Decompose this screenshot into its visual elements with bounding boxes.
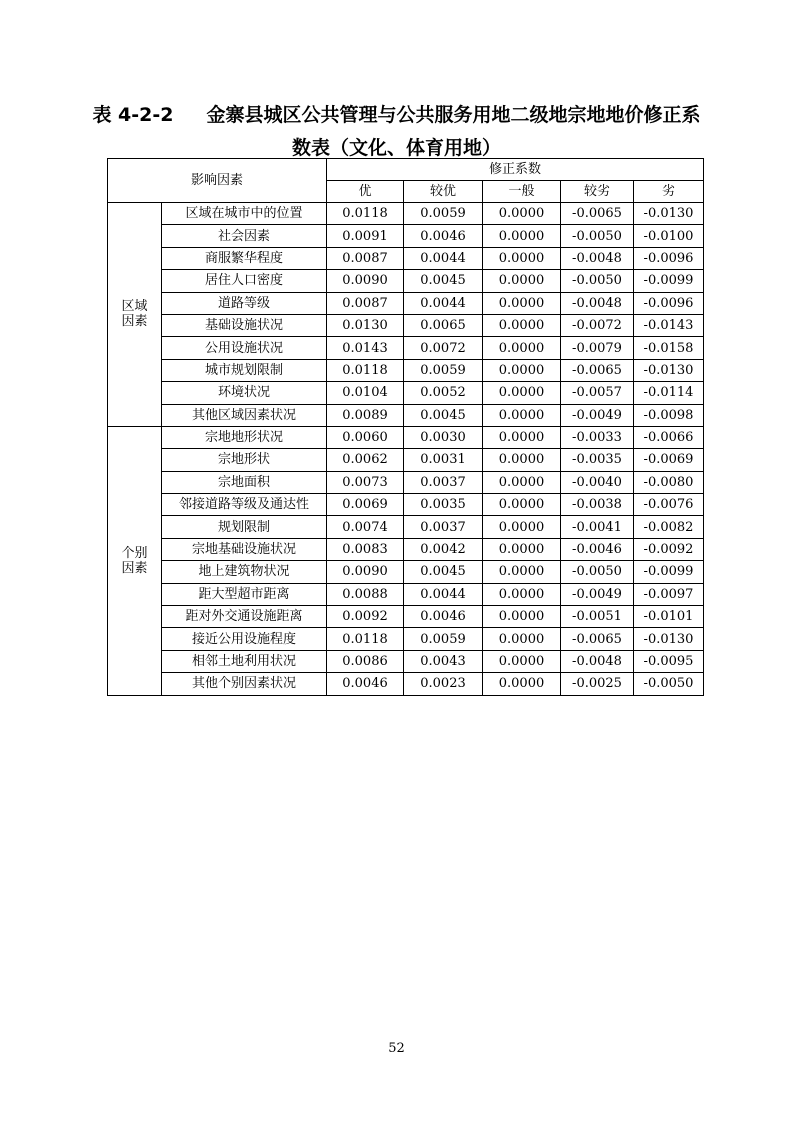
factor-group-label: 个别 因素 xyxy=(108,426,162,695)
factor-name: 规划限制 xyxy=(162,516,327,538)
coefficient-cell: 0.0088 xyxy=(327,583,404,605)
factor-name: 社会因素 xyxy=(162,225,327,247)
factor-name: 相邻土地利用状况 xyxy=(162,650,327,672)
coefficient-cell: -0.0101 xyxy=(634,606,704,628)
table-row xyxy=(108,292,704,314)
coefficient-cell: -0.0025 xyxy=(561,673,634,695)
coefficient-cell: 0.0086 xyxy=(327,650,404,672)
coefficient-cell: 0.0059 xyxy=(404,203,483,225)
level-header: 一般 xyxy=(483,181,561,203)
factor-name: 居住人口密度 xyxy=(162,270,327,292)
factor-header: 影响因素 xyxy=(108,159,327,203)
coefficient-cell: 0.0044 xyxy=(404,247,483,269)
coefficient-cell: -0.0048 xyxy=(561,292,634,314)
coefficient-cell: 0.0000 xyxy=(483,471,561,493)
table-row xyxy=(108,561,704,583)
coefficient-cell: -0.0041 xyxy=(561,516,634,538)
coefficient-cell: 0.0130 xyxy=(327,314,404,336)
coefficient-cell: 0.0030 xyxy=(404,426,483,448)
coefficient-cell: -0.0065 xyxy=(561,203,634,225)
coefficient-cell: 0.0000 xyxy=(483,203,561,225)
factor-group-label: 区域 因素 xyxy=(108,203,162,427)
factor-name: 商服繁华程度 xyxy=(162,247,327,269)
coefficient-cell: 0.0046 xyxy=(404,606,483,628)
coefficient-cell: -0.0096 xyxy=(634,247,704,269)
coefficient-cell: 0.0042 xyxy=(404,538,483,560)
coefficient-cell: -0.0049 xyxy=(561,583,634,605)
table-row xyxy=(108,225,704,247)
coefficient-cell: 0.0118 xyxy=(327,628,404,650)
coefficient-cell: 0.0046 xyxy=(327,673,404,695)
level-header: 较优 xyxy=(404,181,483,203)
level-header: 优 xyxy=(327,181,404,203)
coefficient-cell: 0.0052 xyxy=(404,382,483,404)
coefficient-cell: 0.0000 xyxy=(483,628,561,650)
coefficient-cell: 0.0037 xyxy=(404,516,483,538)
coefficient-cell: 0.0000 xyxy=(483,650,561,672)
correction-coefficient-table xyxy=(107,158,704,696)
coefficient-cell: 0.0087 xyxy=(327,292,404,314)
coefficient-cell: -0.0072 xyxy=(561,314,634,336)
coefficient-cell: 0.0044 xyxy=(404,292,483,314)
coefficient-cell: -0.0035 xyxy=(561,449,634,471)
coefficient-cell: 0.0090 xyxy=(327,561,404,583)
coefficient-cell: -0.0057 xyxy=(561,382,634,404)
coefficient-cell: 0.0035 xyxy=(404,494,483,516)
coefficient-cell: 0.0044 xyxy=(404,583,483,605)
coefficient-cell: -0.0082 xyxy=(634,516,704,538)
level-header: 较劣 xyxy=(561,181,634,203)
factor-name: 其他区域因素状况 xyxy=(162,404,327,426)
coefficient-cell: 0.0000 xyxy=(483,404,561,426)
coefficient-cell: -0.0098 xyxy=(634,404,704,426)
coefficient-cell: -0.0143 xyxy=(634,314,704,336)
coefficient-cell: 0.0045 xyxy=(404,561,483,583)
coefficient-cell: 0.0000 xyxy=(483,673,561,695)
coefficient-cell: 0.0074 xyxy=(327,516,404,538)
coefficient-cell: -0.0130 xyxy=(634,359,704,381)
coefficient-cell: 0.0000 xyxy=(483,382,561,404)
coefficient-cell: 0.0118 xyxy=(327,359,404,381)
table-row xyxy=(108,382,704,404)
coefficient-cell: 0.0000 xyxy=(483,606,561,628)
coefficient-cell: 0.0072 xyxy=(404,337,483,359)
table-row xyxy=(108,426,704,448)
factor-name: 邻接道路等级及通达性 xyxy=(162,494,327,516)
factor-name: 道路等级 xyxy=(162,292,327,314)
coefficient-cell: -0.0065 xyxy=(561,628,634,650)
coefficient-cell: 0.0059 xyxy=(404,628,483,650)
coefficient-cell: 0.0045 xyxy=(404,270,483,292)
coefficient-cell: 0.0000 xyxy=(483,359,561,381)
coefficient-cell: 0.0000 xyxy=(483,270,561,292)
factor-name: 宗地地形状况 xyxy=(162,426,327,448)
coefficient-cell: -0.0130 xyxy=(634,628,704,650)
table-row xyxy=(108,203,704,225)
factor-name: 基础设施状况 xyxy=(162,314,327,336)
coefficient-cell: 0.0000 xyxy=(483,538,561,560)
coefficient-cell: -0.0076 xyxy=(634,494,704,516)
coefficient-cell: 0.0000 xyxy=(483,516,561,538)
coefficient-cell: 0.0073 xyxy=(327,471,404,493)
coefficient-cell: -0.0040 xyxy=(561,471,634,493)
coefficient-cell: 0.0059 xyxy=(404,359,483,381)
coefficient-cell: -0.0038 xyxy=(561,494,634,516)
page-number: 52 xyxy=(388,1041,405,1056)
table-row xyxy=(108,471,704,493)
coefficient-cell: 0.0143 xyxy=(327,337,404,359)
coefficient-cell: 0.0043 xyxy=(404,650,483,672)
coefficient-cell: -0.0048 xyxy=(561,247,634,269)
coefficient-cell: 0.0000 xyxy=(483,449,561,471)
factor-name: 公用设施状况 xyxy=(162,337,327,359)
coefficient-cell: 0.0031 xyxy=(404,449,483,471)
table-row xyxy=(108,314,704,336)
coefficient-cell: 0.0037 xyxy=(404,471,483,493)
coefficient-cell: 0.0083 xyxy=(327,538,404,560)
coefficient-cell: 0.0104 xyxy=(327,382,404,404)
coefficient-cell: -0.0096 xyxy=(634,292,704,314)
coefficient-cell: -0.0069 xyxy=(634,449,704,471)
coefficient-cell: -0.0050 xyxy=(561,225,634,247)
coefficient-cell: -0.0095 xyxy=(634,650,704,672)
coefficient-cell: 0.0118 xyxy=(327,203,404,225)
table-row xyxy=(108,270,704,292)
factor-name: 距对外交通设施距离 xyxy=(162,606,327,628)
table-row xyxy=(108,359,704,381)
coefficient-cell: -0.0097 xyxy=(634,583,704,605)
coefficient-cell: -0.0065 xyxy=(561,359,634,381)
factor-name: 宗地形状 xyxy=(162,449,327,471)
table-row xyxy=(108,494,704,516)
coefficient-cell: 0.0000 xyxy=(483,314,561,336)
coefficient-cell: -0.0048 xyxy=(561,650,634,672)
coefficient-cell: -0.0099 xyxy=(634,270,704,292)
table-row xyxy=(108,449,704,471)
coefficient-cell: -0.0066 xyxy=(634,426,704,448)
coefficient-cell: 0.0000 xyxy=(483,337,561,359)
coefficient-cell: -0.0051 xyxy=(561,606,634,628)
factor-name: 环境状况 xyxy=(162,382,327,404)
table-row xyxy=(108,337,704,359)
coefficient-cell: -0.0100 xyxy=(634,225,704,247)
factor-name: 城市规划限制 xyxy=(162,359,327,381)
table-row xyxy=(108,673,704,695)
coefficient-cell: 0.0000 xyxy=(483,494,561,516)
table-title-line-2: 数表（文化、体育用地） xyxy=(291,137,501,159)
coefficient-cell: 0.0092 xyxy=(327,606,404,628)
coefficient-cell: -0.0158 xyxy=(634,337,704,359)
coefficient-cell: 0.0000 xyxy=(483,583,561,605)
table-row xyxy=(108,538,704,560)
coefficient-cell: 0.0089 xyxy=(327,404,404,426)
factor-name: 地上建筑物状况 xyxy=(162,561,327,583)
level-header: 劣 xyxy=(634,181,704,203)
table-row xyxy=(108,247,704,269)
coefficient-cell: -0.0049 xyxy=(561,404,634,426)
coefficient-cell: 0.0065 xyxy=(404,314,483,336)
factor-name: 宗地面积 xyxy=(162,471,327,493)
coefficient-cell: -0.0050 xyxy=(561,270,634,292)
table-row xyxy=(108,404,704,426)
table-row xyxy=(108,606,704,628)
coefficient-cell: 0.0023 xyxy=(404,673,483,695)
coefficient-cell: -0.0046 xyxy=(561,538,634,560)
table-row xyxy=(108,516,704,538)
coefficient-cell: -0.0130 xyxy=(634,203,704,225)
table-row xyxy=(108,628,704,650)
factor-name: 宗地基础设施状况 xyxy=(162,538,327,560)
coefficient-cell: -0.0114 xyxy=(634,382,704,404)
coefficient-cell: 0.0000 xyxy=(483,247,561,269)
factor-name: 区域在城市中的位置 xyxy=(162,203,327,225)
coefficient-cell: 0.0060 xyxy=(327,426,404,448)
coefficient-cell: 0.0091 xyxy=(327,225,404,247)
factor-name: 其他个别因素状况 xyxy=(162,673,327,695)
coefficient-cell: -0.0033 xyxy=(561,426,634,448)
coef-header: 修正系数 xyxy=(327,159,704,181)
table-row xyxy=(108,650,704,672)
factor-name: 接近公用设施程度 xyxy=(162,628,327,650)
coefficient-cell: -0.0050 xyxy=(634,673,704,695)
coefficient-cell: 0.0000 xyxy=(483,561,561,583)
coefficient-cell: 0.0062 xyxy=(327,449,404,471)
coefficient-cell: -0.0079 xyxy=(561,337,634,359)
coefficient-cell: 0.0000 xyxy=(483,292,561,314)
coefficient-cell: 0.0045 xyxy=(404,404,483,426)
coefficient-cell: -0.0092 xyxy=(634,538,704,560)
coefficient-cell: 0.0069 xyxy=(327,494,404,516)
coefficient-cell: 0.0000 xyxy=(483,225,561,247)
coefficient-cell: 0.0046 xyxy=(404,225,483,247)
coefficient-cell: -0.0050 xyxy=(561,561,634,583)
coefficient-cell: -0.0099 xyxy=(634,561,704,583)
coefficient-cell: 0.0087 xyxy=(327,247,404,269)
coefficient-cell: 0.0000 xyxy=(483,426,561,448)
coefficient-cell: -0.0080 xyxy=(634,471,704,493)
table-title-line-1: 表 4-2-2 金寨县城区公共管理与公共服务用地二级地宗地地价修正系 xyxy=(92,104,701,126)
factor-name: 距大型超市距离 xyxy=(162,583,327,605)
coefficient-cell: 0.0090 xyxy=(327,270,404,292)
table-row xyxy=(108,583,704,605)
